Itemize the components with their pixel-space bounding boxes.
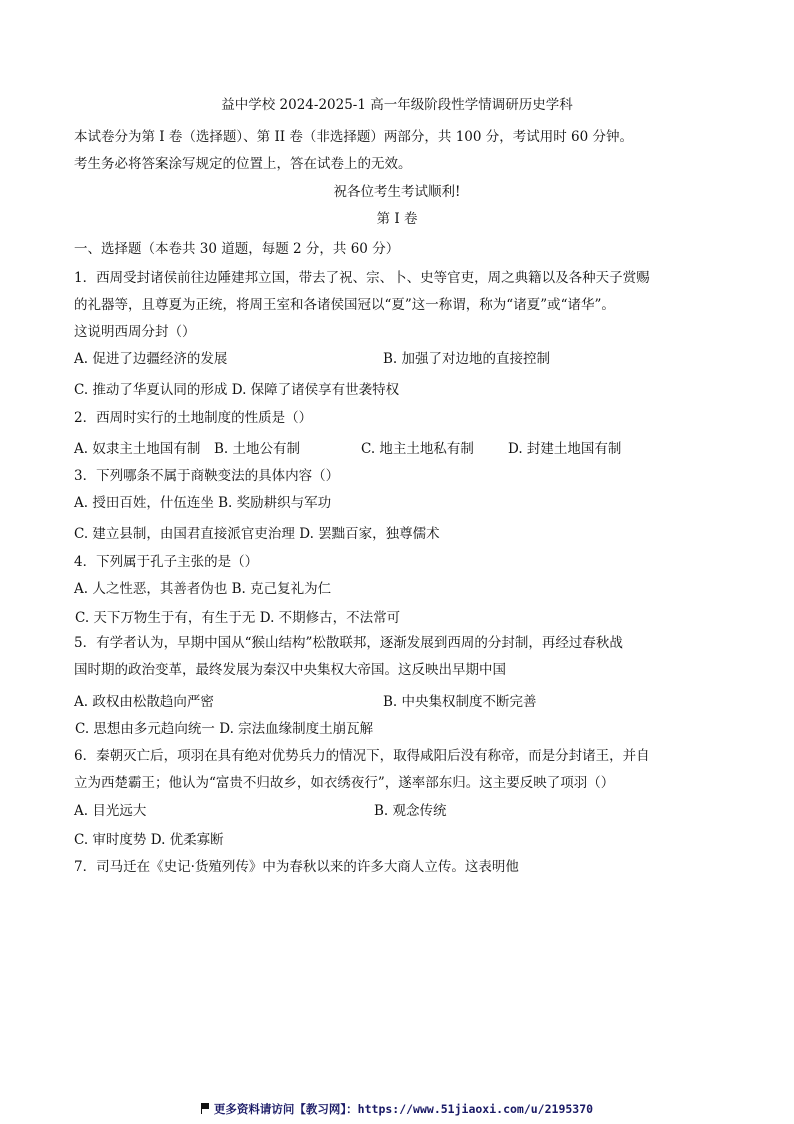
question-6-stem-line-2: 立为西楚霸王；他认为“富贵不归故乡，如衣绣夜行”，遂率部东归。这主要反映了项羽（） — [74, 775, 615, 791]
question-4-options-a-b: A. 人之性恶，其善者伪也 B. 克己复礼为仁 — [74, 581, 332, 597]
question-2-option-d: D. 封建土地国有制 — [508, 441, 622, 457]
question-5-stem-line-2: 国时期的政治变革，最终发展为秦汉中央集权大帝国。这反映出早期中国 — [74, 662, 506, 678]
exam-title: 益中学校 2024-2025-1 高一年级阶段性学情调研历史学科 — [221, 97, 573, 113]
exam-intro-line-2: 考生务必将答案涂写规定的位置上，答在试卷上的无效。 — [74, 156, 412, 172]
question-3-options-a-b: A. 授田百姓，什伍连坐 B. 奖励耕织与军功 — [74, 495, 332, 511]
question-1-stem-line-1: 1．西周受封诸侯前往边陲建邦立国，带去了祝、宗、卜、史等官吏，周之典籍以及各种天子赏赐 — [74, 270, 650, 286]
question-6-option-a: A. 目光远大 — [74, 803, 147, 819]
question-2-option-c: C. 地主土地私有制 — [361, 441, 474, 457]
footer-link[interactable]: 更多资料请访问【教习网】：https://www.51jiaoxi.com/u/2195370 — [213, 1102, 594, 1116]
question-1-stem-line-2: 的礼器等，且尊夏为正统，将周王室和各诸侯国冠以“夏”这一称谓，称为“诸夏”或“诸华”。 — [74, 297, 615, 313]
flag-icon — [201, 1103, 210, 1114]
exam-intro-line-1: 本试卷分为第 I 卷（选择题）、第 II 卷（非选择题）两部分，共 100 分，考试用时 60 分钟。 — [74, 129, 634, 145]
question-2-option-a: A. 奴隶主土地国有制 — [74, 441, 201, 457]
question-7-stem: 7．司马迁在《史记·货殖列传》中为春秋以来的许多大商人立传。这表明他 — [74, 859, 519, 875]
good-luck-wish: 祝各位考生考试顺利! — [333, 184, 461, 200]
question-1-options-c-d: C. 推动了华夏认同的形成 D. 保障了诸侯享有世袭特权 — [74, 382, 400, 398]
volume-heading: 第 I 卷 — [376, 211, 418, 227]
question-1-stem-line-3: 这说明西周分封（） — [74, 324, 196, 340]
question-4-options-c-d: C. 天下万物生于有，有生于无 D. 不期修古，不法常可 — [75, 610, 401, 626]
question-2-option-b: B. 土地公有制 — [214, 441, 301, 457]
question-5-options-c-d: C. 思想由多元趋向统一 D. 宗法血缘制度土崩瓦解 — [75, 721, 374, 737]
question-5-option-b: B. 中央集权制度不断完善 — [383, 694, 537, 710]
question-6-option-b: B. 观念传统 — [374, 803, 447, 819]
question-6-options-c-d: C. 审时度势 D. 优柔寡断 — [74, 832, 224, 848]
section-heading: 一、选择题（本卷共 30 道题，每题 2 分，共 60 分） — [74, 241, 400, 257]
question-3-stem: 3．下列哪条不属于商鞅变法的具体内容（） — [74, 468, 340, 484]
question-2-stem: 2．西周时实行的土地制度的性质是（） — [74, 410, 313, 426]
question-1-option-b: B. 加强了对边地的直接控制 — [383, 351, 551, 367]
question-6-stem-line-1: 6．秦朝灭亡后，项羽在具有绝对优势兵力的情况下，取得咸阳后没有称帝，而是分封诸王，并自 — [74, 748, 650, 764]
question-5-stem-line-1: 5．有学者认为，早期中国从“猴山结构”松散联邦，逐渐发展到西周的分封制，再经过春秋战 — [74, 635, 623, 651]
footer-promo — [0, 1101, 794, 1117]
question-5-option-a: A. 政权由松散趋向严密 — [74, 694, 214, 710]
question-1-option-a: A. 促进了边疆经济的发展 — [74, 351, 228, 367]
question-3-options-c-d: C. 建立县制，由国君直接派官吏治理 D. 罢黜百家，独尊儒术 — [74, 526, 440, 542]
question-4-stem: 4．下列属于孔子主张的是（） — [74, 554, 259, 570]
